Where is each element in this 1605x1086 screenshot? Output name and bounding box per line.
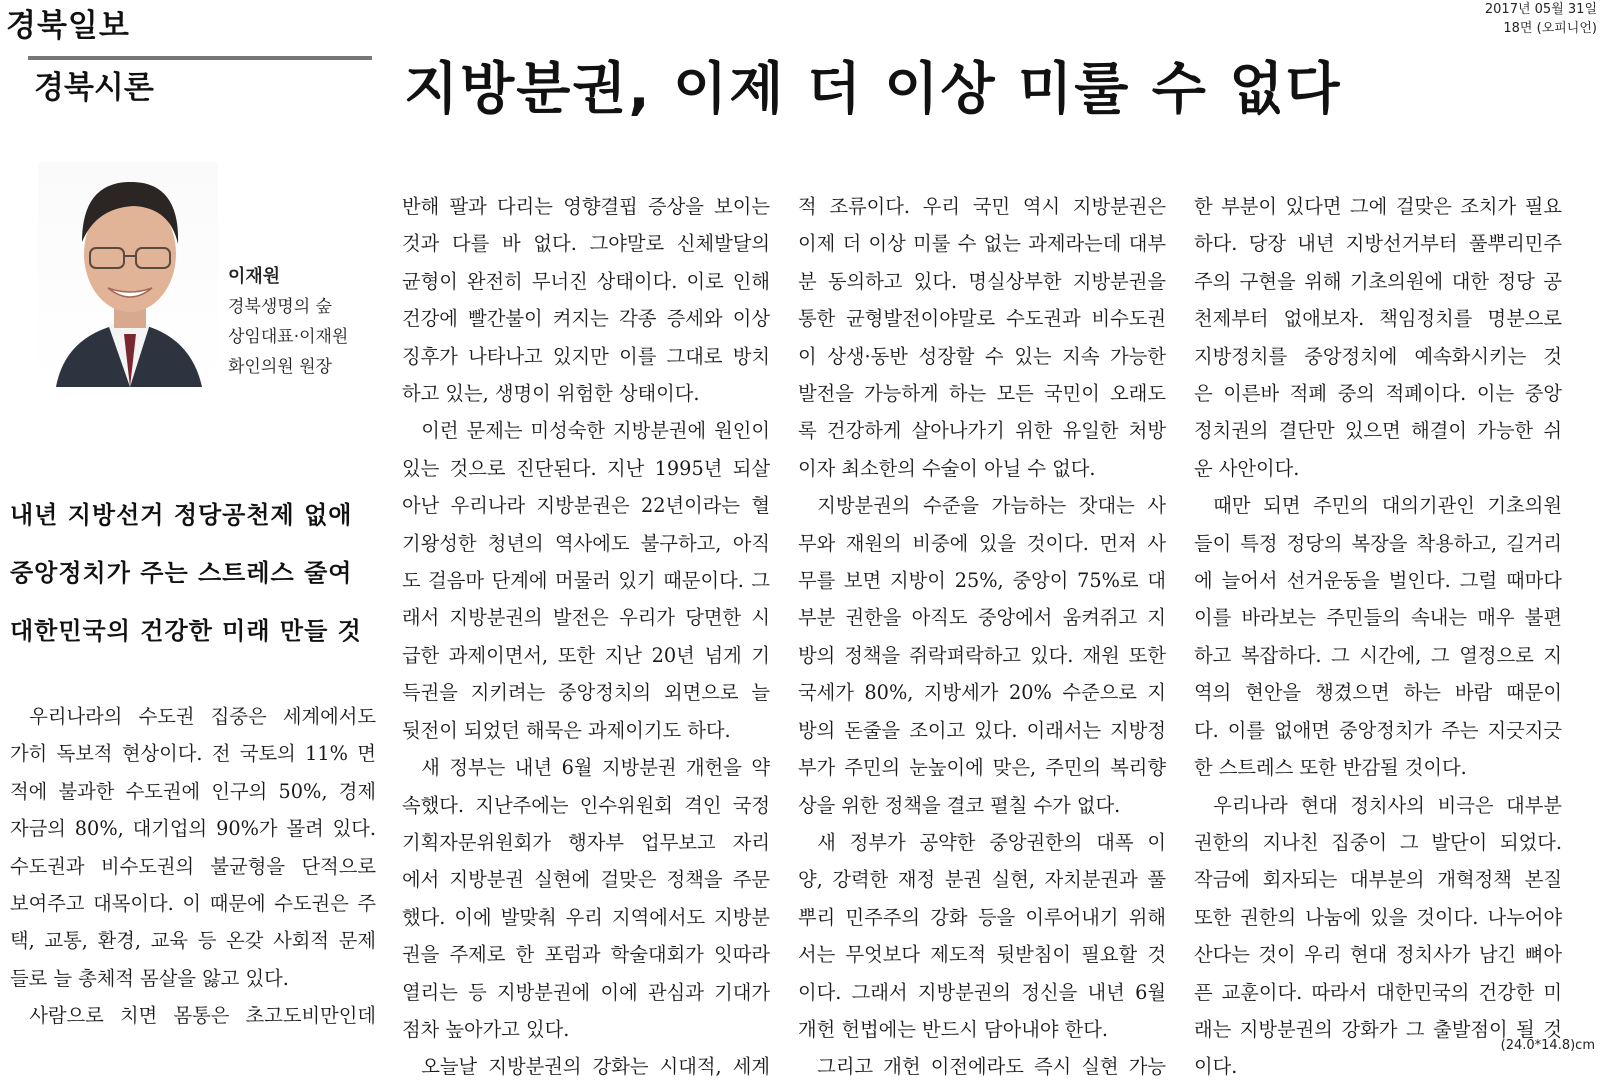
article-line: 이다.: [1194, 1055, 1238, 1079]
article-line: 우리나라 현대 정치사의 비극은 대부분: [1213, 793, 1562, 817]
subheadline: 대한민국의 건강한 미래 만들 것: [10, 617, 362, 645]
article-line: 은 이른바 적폐 중의 적폐이다. 이는 중앙: [1194, 382, 1562, 406]
article-line: 에 늘어서 선거운동을 벌인다. 그럴 때마다: [1194, 569, 1562, 593]
subheadline: 중앙정치가 주는 스트레스 줄여: [10, 559, 353, 587]
article-line: 이를 바라보는 주민들의 속내는 매우 불편: [1194, 606, 1562, 630]
article-line: 들이 특정 정당의 복장을 착용하고, 길거리: [1194, 531, 1562, 555]
article-line: 산다는 것이 우리 현대 정치사가 남긴 뼈아: [1194, 943, 1562, 967]
article-line: 이다. 그래서 지방분권의 정신을 내년 6월: [798, 980, 1166, 1004]
article-line: 한 스트레스 또한 반감될 것이다.: [1194, 756, 1467, 780]
section-rule: [28, 56, 372, 60]
article-line: 서는 무엇보다 제도적 뒷받침이 필요할 것: [798, 943, 1166, 967]
article-line: 새 정부가 공약한 중앙권한의 대폭 이: [817, 830, 1166, 854]
article-line: 급한 과제이면서, 또한 지난 20년 넘게 기: [402, 643, 770, 667]
article-line: 했다. 이에 발맞춰 우리 지역에서도 지방분: [402, 905, 770, 929]
article-line: 래서 지방분권의 발전은 우리가 당면한 시: [402, 606, 770, 630]
article-line: 양, 강력한 재정 분권 실현, 자치분권과 풀: [798, 868, 1166, 892]
subheadline: 내년 지방선거 정당공천제 없애: [10, 501, 353, 529]
article-line: 역의 현안을 챙겼으면 하는 바람 때문이: [1194, 681, 1562, 705]
article-line: 주의 구현을 위해 기초의원에 대한 정당 공: [1194, 269, 1562, 293]
article-line: 택, 교통, 환경, 교육 등 온갖 사회적 문제: [10, 929, 376, 953]
article-line: 운 사안이다.: [1194, 456, 1300, 480]
article-line: 반해 팔과 다리는 영향결핍 증상을 보이는: [402, 195, 770, 218]
article-line: 균형이 완전히 무너진 상태이다. 이로 인해: [402, 269, 770, 293]
article-line: 수도권과 비수도권의 불균형을 단적으로: [10, 854, 376, 878]
article-line: 때만 되면 주민의 대의기관인 기초의원: [1213, 494, 1562, 518]
article-line: 방의 돈줄을 조이고 있다. 이래서는 지방정: [798, 718, 1166, 742]
author-line: 상임대표·이재원: [228, 327, 349, 347]
article-column-4: [1194, 188, 1562, 1086]
article-column-3: [798, 188, 1166, 1086]
article-line: 기왕성한 청년의 역사에도 불구하고, 아직: [402, 531, 770, 555]
article-line: 가히 독보적 현상이다. 전 국토의 11% 면: [10, 742, 376, 766]
article-line: 픈 교훈이다. 따라서 대한민국의 건강한 미: [1194, 980, 1562, 1004]
article-line: 적 조류이다. 우리 국민 역시 지방분권은: [798, 195, 1166, 218]
article-line: 천제부터 없애보자. 책임정치를 명분으로: [1194, 307, 1562, 331]
article-line: 점차 높아가고 있다.: [402, 1017, 570, 1041]
article-line: 방의 정책을 쥐락펴락하고 있다. 재원 또한: [798, 643, 1166, 667]
article-line: 자금의 80%, 대기업의 90%가 몰려 있다.: [10, 817, 376, 841]
article-line: 있는 것으로 진단된다. 지난 1995년 되살: [402, 456, 770, 480]
article-line: 속했다. 지난주에는 인수위원회 격인 국정: [402, 793, 770, 817]
article-line: 건강에 빨간불이 켜지는 각종 증세와 이상: [402, 307, 770, 331]
article-line: 도 걸음마 단계에 머물러 있기 때문이다. 그: [402, 569, 770, 593]
author-line: 화인의원 원장: [228, 357, 332, 377]
article-line: 징후가 나타나고 있지만 이를 그대로 방치: [402, 344, 770, 368]
article-line: 권을 주제로 한 포럼과 학술대회가 잇따라: [402, 943, 770, 967]
size-note: (24.0*14.8)cm: [1500, 1038, 1595, 1053]
author-byline: [228, 262, 348, 382]
author-portrait-image: [38, 162, 218, 387]
article-line: 이 상생·동반 성장할 수 있는 지속 가능한: [798, 344, 1166, 368]
article-line: 아난 우리나라 지방분권은 22년이라는 혈: [402, 494, 770, 518]
article-line: 사람으로 치면 몸통은 초고도비만인데: [29, 1004, 376, 1028]
article-line: 정치권의 결단만 있으면 해결이 가능한 쉬: [1194, 419, 1562, 443]
article-line: 발전을 가능하게 하는 모든 국민이 오래도: [798, 382, 1166, 406]
article-line: 록 건강하게 살아나가기 위한 유일한 처방: [798, 419, 1166, 443]
article-line: 한 부분이 있다면 그에 걸맞은 조치가 필요: [1194, 195, 1562, 218]
article-line: 상을 위한 정책을 결코 펼칠 수가 없다.: [798, 793, 1121, 817]
article-line: 이자 최소한의 수술이 아닐 수 없다.: [798, 456, 1096, 480]
article-line: 권한의 지나친 집중이 그 발단이 되었다.: [1194, 830, 1562, 854]
article-line: 통한 균형발전이야말로 수도권과 비수도권: [798, 307, 1166, 331]
author-photo: [38, 162, 218, 387]
article-line: 또한 권한의 나눔에 있을 것이다. 나누어야: [1194, 905, 1562, 929]
author-line: 경북생명의 숲: [228, 297, 332, 317]
article-line: 득권을 지키려는 중앙정치의 외면으로 늘: [402, 681, 770, 705]
masthead: 경북일보: [6, 8, 130, 44]
article-line: 그리고 개헌 이전에라도 즉시 실현 가능: [817, 1055, 1166, 1079]
article-line: 오늘날 지방분권의 강화는 시대적, 세계: [421, 1055, 770, 1079]
article-line: 다. 이를 없애면 중앙정치가 주는 지긋지긋: [1194, 718, 1562, 742]
article-line: 지방정치를 중앙정치에 예속화시키는 것: [1194, 344, 1562, 368]
subheadline-block: [10, 486, 380, 660]
article-line: 뿌리 민주주의 강화 등을 이루어내기 위해: [798, 905, 1166, 929]
issue-meta: [1485, 0, 1597, 38]
article-line: 것과 다를 바 없다. 그야말로 신체발달의: [402, 232, 770, 256]
author-name: 이재원: [228, 266, 281, 287]
article-line: 하고 복잡하다. 그 시간에, 그 열정으로 지: [1194, 643, 1562, 667]
article-line: 우리나라의 수도권 집중은 세계에서도: [29, 705, 376, 728]
article-line: 뒷전이 되었던 해묵은 과제이기도 하다.: [402, 718, 731, 742]
article-line: 에서 지방분권 실현에 걸맞은 정책을 주문: [402, 868, 770, 892]
issue-date: 2017년 05월 31일: [1484, 2, 1597, 17]
article-line: 작금에 회자되는 대부분의 개혁정책 본질: [1194, 868, 1562, 892]
article-line: 무를 보면 지방이 25%, 중앙이 75%로 대: [798, 569, 1166, 593]
article-line: 부분 권한을 아직도 중앙에서 움켜쥐고 지: [798, 606, 1166, 630]
article-column-2: [402, 188, 770, 1086]
article-line: 지방분권의 수준을 가늠하는 잣대는 사: [817, 494, 1166, 518]
section-title: 경북시론: [34, 70, 154, 106]
article-line: 분 동의하고 있다. 명실상부한 지방분권을: [798, 269, 1166, 293]
article-line: 기획자문위원회가 행자부 업무보고 자리: [402, 830, 770, 854]
article-line: 이제 더 이상 미룰 수 없는 과제라는데 대부: [798, 232, 1166, 256]
article-line: 부가 주민의 눈높이에 맞은, 주민의 복리향: [798, 756, 1166, 780]
article-line: 열리는 등 지방분권에 이에 관심과 기대가: [402, 980, 770, 1004]
article-line: 적에 불과한 수도권에 인구의 50%, 경제: [10, 779, 376, 803]
article-line: 들로 늘 총체적 몸살을 앓고 있다.: [10, 966, 289, 990]
article-line: 하고 있는, 생명이 위험한 상태이다.: [402, 382, 700, 406]
article-line: 국세가 80%, 지방세가 20% 수준으로 지: [798, 681, 1166, 705]
headline: 지방분권, 이제 더 이상 미룰 수 없다: [404, 57, 1342, 122]
article-line: 새 정부는 내년 6월 지방분권 개헌을 약: [421, 756, 770, 780]
article-line: 이런 문제는 미성숙한 지방분권에 원인이: [421, 419, 770, 443]
issue-page: 18면 (오피니언): [1503, 21, 1597, 36]
article-column-1: [10, 698, 376, 1035]
article-line: 래는 지방분권의 강화가 그 출발점이 될 것: [1194, 1017, 1562, 1041]
article-line: 개헌 헌법에는 반드시 담아내야 한다.: [798, 1017, 1109, 1041]
article-line: 보여주고 대목이다. 이 때문에 수도권은 주: [10, 892, 376, 916]
article-line: 무와 재원의 비중에 있을 것이다. 먼저 사: [798, 531, 1166, 555]
article-line: 하다. 당장 내년 지방선거부터 풀뿌리민주: [1194, 232, 1562, 256]
